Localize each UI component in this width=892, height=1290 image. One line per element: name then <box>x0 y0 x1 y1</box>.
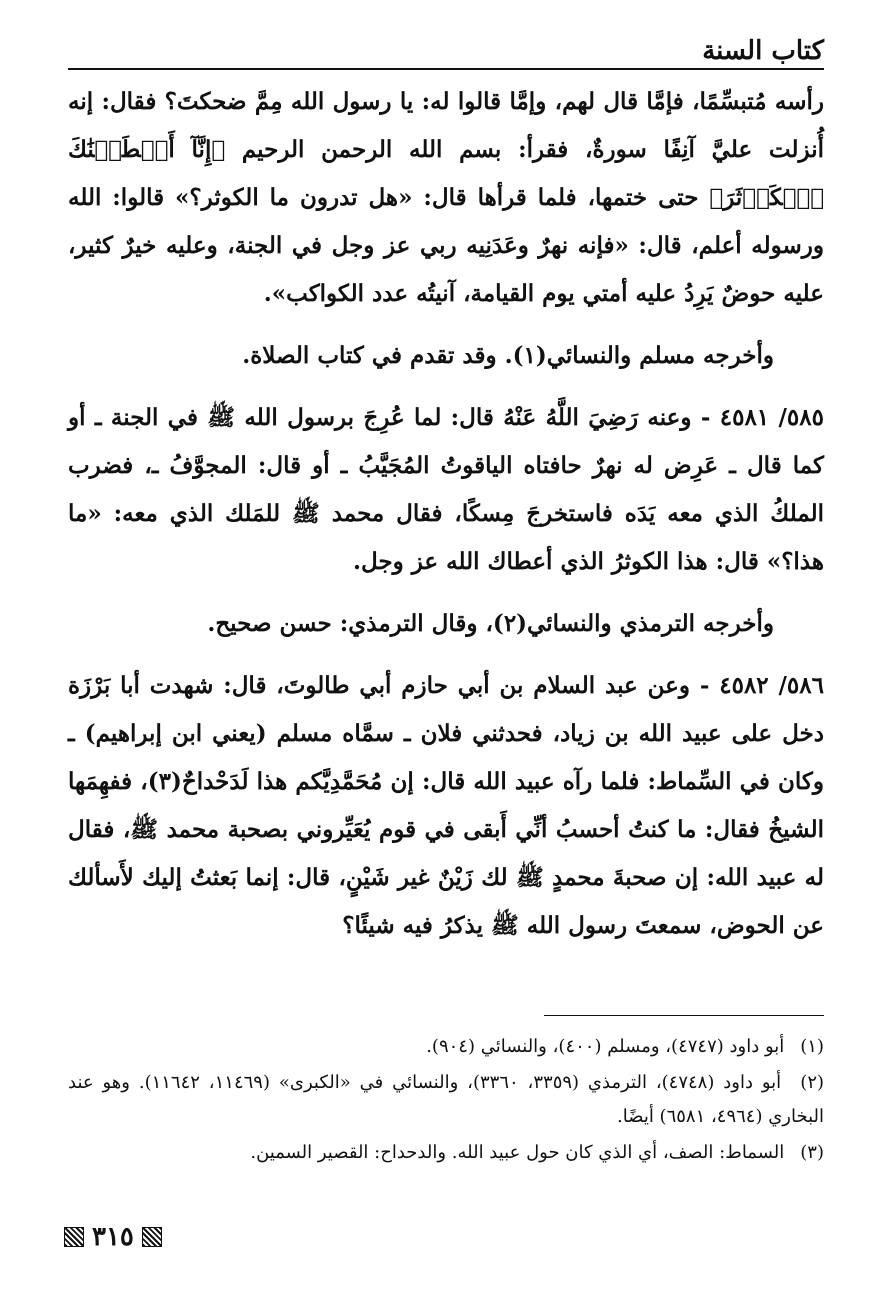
main-text <box>68 78 824 964</box>
header-divider <box>68 68 824 70</box>
takhrij-paragraph: وأخرجه مسلم والنسائي(١). وقد تقدم في كتاب الصلاة. <box>242 342 774 369</box>
footnote-item <box>68 1030 824 1064</box>
page-number: ٣١٥ <box>92 1222 134 1252</box>
hadith-paragraph: رأسه مُتبسِّمًا، فإمَّا قال لهم، وإمَّا قالوا له: يا رسول الله مِمَّ ضحكتَ؟ فقال: إنه أُنزلت عليَّ آنِفًا سورةٌ، فقرأ: بسم الله الرحمن الرحيم ﴿إِنَّآ أَعۡطَيۡنَٰكَ ٱلۡكَوۡثَرَ﴾ حتى ختمها، فلما قرأها قال: «هل تدرون ما الكوثر؟» قالوا: الله ورسوله أعلم، قال: «فإنه نهرٌ وعَدَنِيه ربي عز وجل في الجنة، وعليه خيرٌ كثير، عليه حوضٌ يَرِدُ عليه أمتي يوم القيامة، آنيتُه عدد الكواكب». <box>68 88 824 307</box>
footnote-divider <box>544 1015 824 1016</box>
footnote-number: (٢) <box>800 1072 825 1093</box>
ornament-icon <box>64 1227 84 1247</box>
hadith-paragraph: ٥٨٥/ ٤٥٨١ - وعنه رَضِيَ اللَّهُ عَنْهُ قال: لما عُرِجَ برسول الله ﷺ في الجنة ـ أو كما قال ـ عَرِض له نهرٌ حافتاه الياقوتُ المُجَيَّبُ ـ أو قال: المجوَّفُ ـ، فضرب الملكُ الذي معه يَدَه فاستخرجَ مِسكًا، فقال محمد ﷺ للمَلك الذي معه: «ما هذا؟» قال: هذا الكوثرُ الذي أعطاك الله عز وجل. <box>68 404 824 575</box>
ornament-icon <box>142 1227 162 1247</box>
running-header-title: كتاب السنة <box>702 36 824 66</box>
page-number-block <box>64 1222 162 1252</box>
hadith-paragraph: ٥٨٦/ ٤٥٨٢ - وعن عبد السلام بن أبي حازم أبي طالوتَ، قال: شهدت أبا بَرْزَة دخل على عبيد الله بن زياد، فحدثني فلان ـ سمَّاه مسلم (يعني ابن إبراهيم) ـ وكان في السِّماط: فلما رآه عبيد الله قال: إن مُحَمَّدِيَّكم هذا لَدَحْداحٌ(٣)، ففهِمَها الشيخُ فقال: ما كنتُ أحسبُ أنِّي أَبقى في قوم يُعَيِّروني بصحبة محمد ﷺ، فقال له عبيد الله: إن صحبةَ محمدٍ ﷺ لك زَيْنٌ غير شَيْنٍ، قال: إنما بَعثتُ إليك لأَسألك عن الحوض، سمعتَ رسول الله ﷺ يذكرُ فيه شيئًا؟ <box>68 672 824 939</box>
footnote-number: (٣) <box>800 1142 824 1163</box>
footnote-text: أبو داود (٤٧٤٨)، الترمذي (٣٣٥٩، ٣٣٦٠)، والنسائي في «الكبرى» (١١٤٦٩، ١١٦٤٢). وهو عند البخاري (٤٩٦٤، ٦٥٨١) أيضًا. <box>68 1072 824 1127</box>
takhrij-paragraph: وأخرجه الترمذي والنسائي(٢)، وقال الترمذي: حسن صحيح. <box>207 610 774 637</box>
footnote-text: أبو داود (٤٧٤٧)، ومسلم (٤٠٠)، والنسائي (٩٠٤). <box>426 1036 785 1057</box>
footnote-text: السماط: الصف، أي الذي كان حول عبيد الله. والدحداح: القصير السمين. <box>250 1142 785 1163</box>
footnotes <box>68 1030 824 1172</box>
footnote-item <box>68 1066 824 1134</box>
footnote-item <box>68 1136 824 1170</box>
footnote-number: (١) <box>800 1036 824 1057</box>
